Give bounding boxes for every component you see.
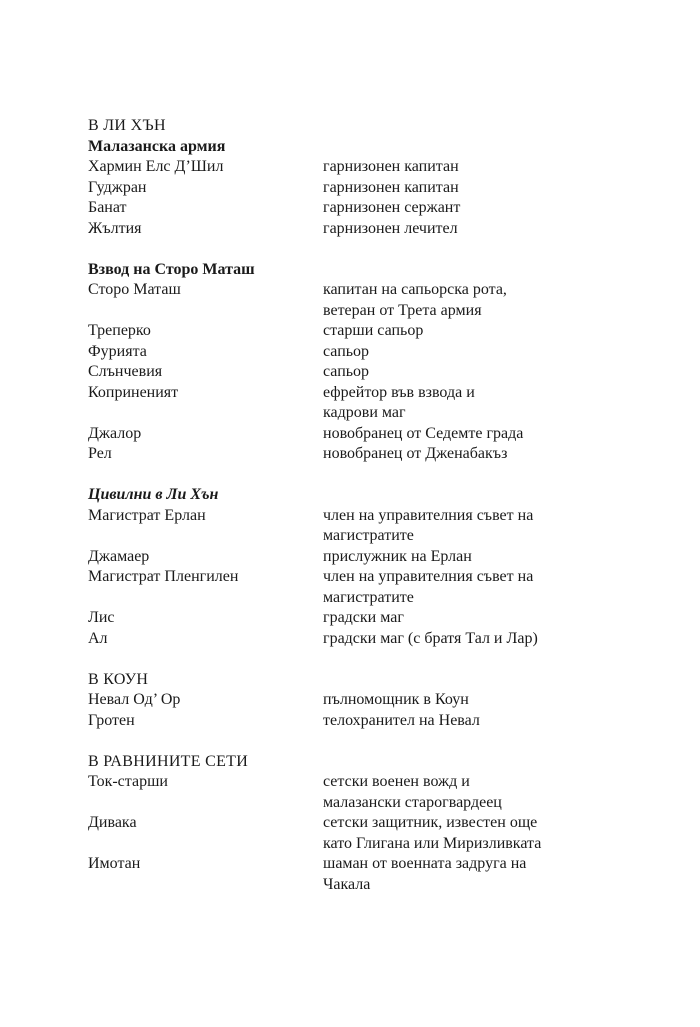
character-row xyxy=(88,198,608,219)
character-row xyxy=(88,711,608,732)
character-role: телохранител на Невал xyxy=(323,711,480,729)
group-spacer xyxy=(88,239,608,260)
character-role: гарнизонен капитан xyxy=(323,178,459,196)
character-name: Ал xyxy=(88,629,108,647)
character-role: прислужник на Ерлан xyxy=(323,547,472,565)
group-heading: Цивилни в Ли Хън xyxy=(88,486,219,503)
character-role: сетски военен вожд и малазански старогвардеец xyxy=(323,773,502,811)
character-name: Фурията xyxy=(88,342,147,360)
character-name: Гротен xyxy=(88,711,135,729)
character-row xyxy=(88,567,608,608)
character-name: Имотан xyxy=(88,855,141,872)
character-role: сапьор xyxy=(323,363,370,380)
character-name: Дивака xyxy=(88,814,137,831)
character-role: ефрейтор във взвода и кадрови маг xyxy=(323,383,475,421)
group-spacer xyxy=(88,465,608,486)
character-role: гарнизонен сержант xyxy=(323,199,461,216)
character-name: Невал Од’ Ор xyxy=(88,691,181,708)
character-name: Банат xyxy=(88,199,127,216)
character-row xyxy=(88,157,608,178)
character-name: Магистрат Ерлан xyxy=(88,506,206,524)
section-spacer xyxy=(88,649,608,670)
character-name: Жълтия xyxy=(88,219,142,237)
character-role: старши сапьор xyxy=(323,322,424,339)
character-row xyxy=(88,362,608,383)
character-name: Коприненият xyxy=(88,383,179,401)
character-row xyxy=(88,178,608,199)
character-row xyxy=(88,280,608,321)
character-row xyxy=(88,772,608,813)
character-role: капитан на сапьорска рота, ветеран от Трета армия xyxy=(323,281,507,319)
character-row xyxy=(88,506,608,547)
character-name: Ток-старши xyxy=(88,773,168,790)
group-heading: Малазанска армия xyxy=(88,137,226,155)
character-role: сетски защитник, известен още като Глигана или Миризливката xyxy=(323,814,542,852)
character-role: сапьор xyxy=(323,342,370,360)
character-row xyxy=(88,629,608,650)
character-name: Треперко xyxy=(88,322,151,339)
section-heading: В РАВНИНИТЕ СЕТИ xyxy=(88,752,249,770)
character-role: пълномощник в Коун xyxy=(323,691,469,708)
character-name: Лис xyxy=(88,609,115,626)
character-name: Сторо Маташ xyxy=(88,281,181,298)
section-heading: В КОУН xyxy=(88,670,149,688)
section-heading: В ЛИ ХЪН xyxy=(88,117,166,134)
character-name: Слънчевия xyxy=(88,363,163,380)
character-role: гарнизонен капитан xyxy=(323,158,459,175)
character-row xyxy=(88,608,608,629)
section-spacer xyxy=(88,731,608,752)
character-name: Хармин Елс Д’Шил xyxy=(88,158,224,175)
character-role: шаман от военната задруга на Чакала xyxy=(323,855,527,893)
dramatis-personae-page xyxy=(88,116,608,895)
character-name: Магистрат Пленгилен xyxy=(88,568,239,585)
group-heading: Взвод на Сторо Маташ xyxy=(88,260,255,278)
character-name: Гуджран xyxy=(88,178,147,196)
character-row xyxy=(88,424,608,445)
character-row xyxy=(88,813,608,854)
character-role: градски маг (с братя Тал и Лар) xyxy=(323,629,538,647)
character-row xyxy=(88,342,608,363)
character-role: член на управителния съвет на магистратите xyxy=(323,506,534,544)
character-role: гарнизонен лечител xyxy=(323,219,458,237)
character-row xyxy=(88,219,608,240)
character-role: градски маг xyxy=(323,609,404,626)
character-name: Джалор xyxy=(88,424,142,442)
character-row xyxy=(88,854,608,895)
character-row xyxy=(88,547,608,568)
character-role: член на управителния съвет на магистратите xyxy=(323,568,534,606)
character-name: Джамаер xyxy=(88,547,150,565)
character-row xyxy=(88,321,608,342)
character-row xyxy=(88,690,608,711)
character-name: Рел xyxy=(88,445,112,462)
character-role: новобранец от Седемте града xyxy=(323,424,524,442)
character-row xyxy=(88,444,608,465)
character-row xyxy=(88,383,608,424)
character-role: новобранец от Дженабакъз xyxy=(323,445,508,462)
